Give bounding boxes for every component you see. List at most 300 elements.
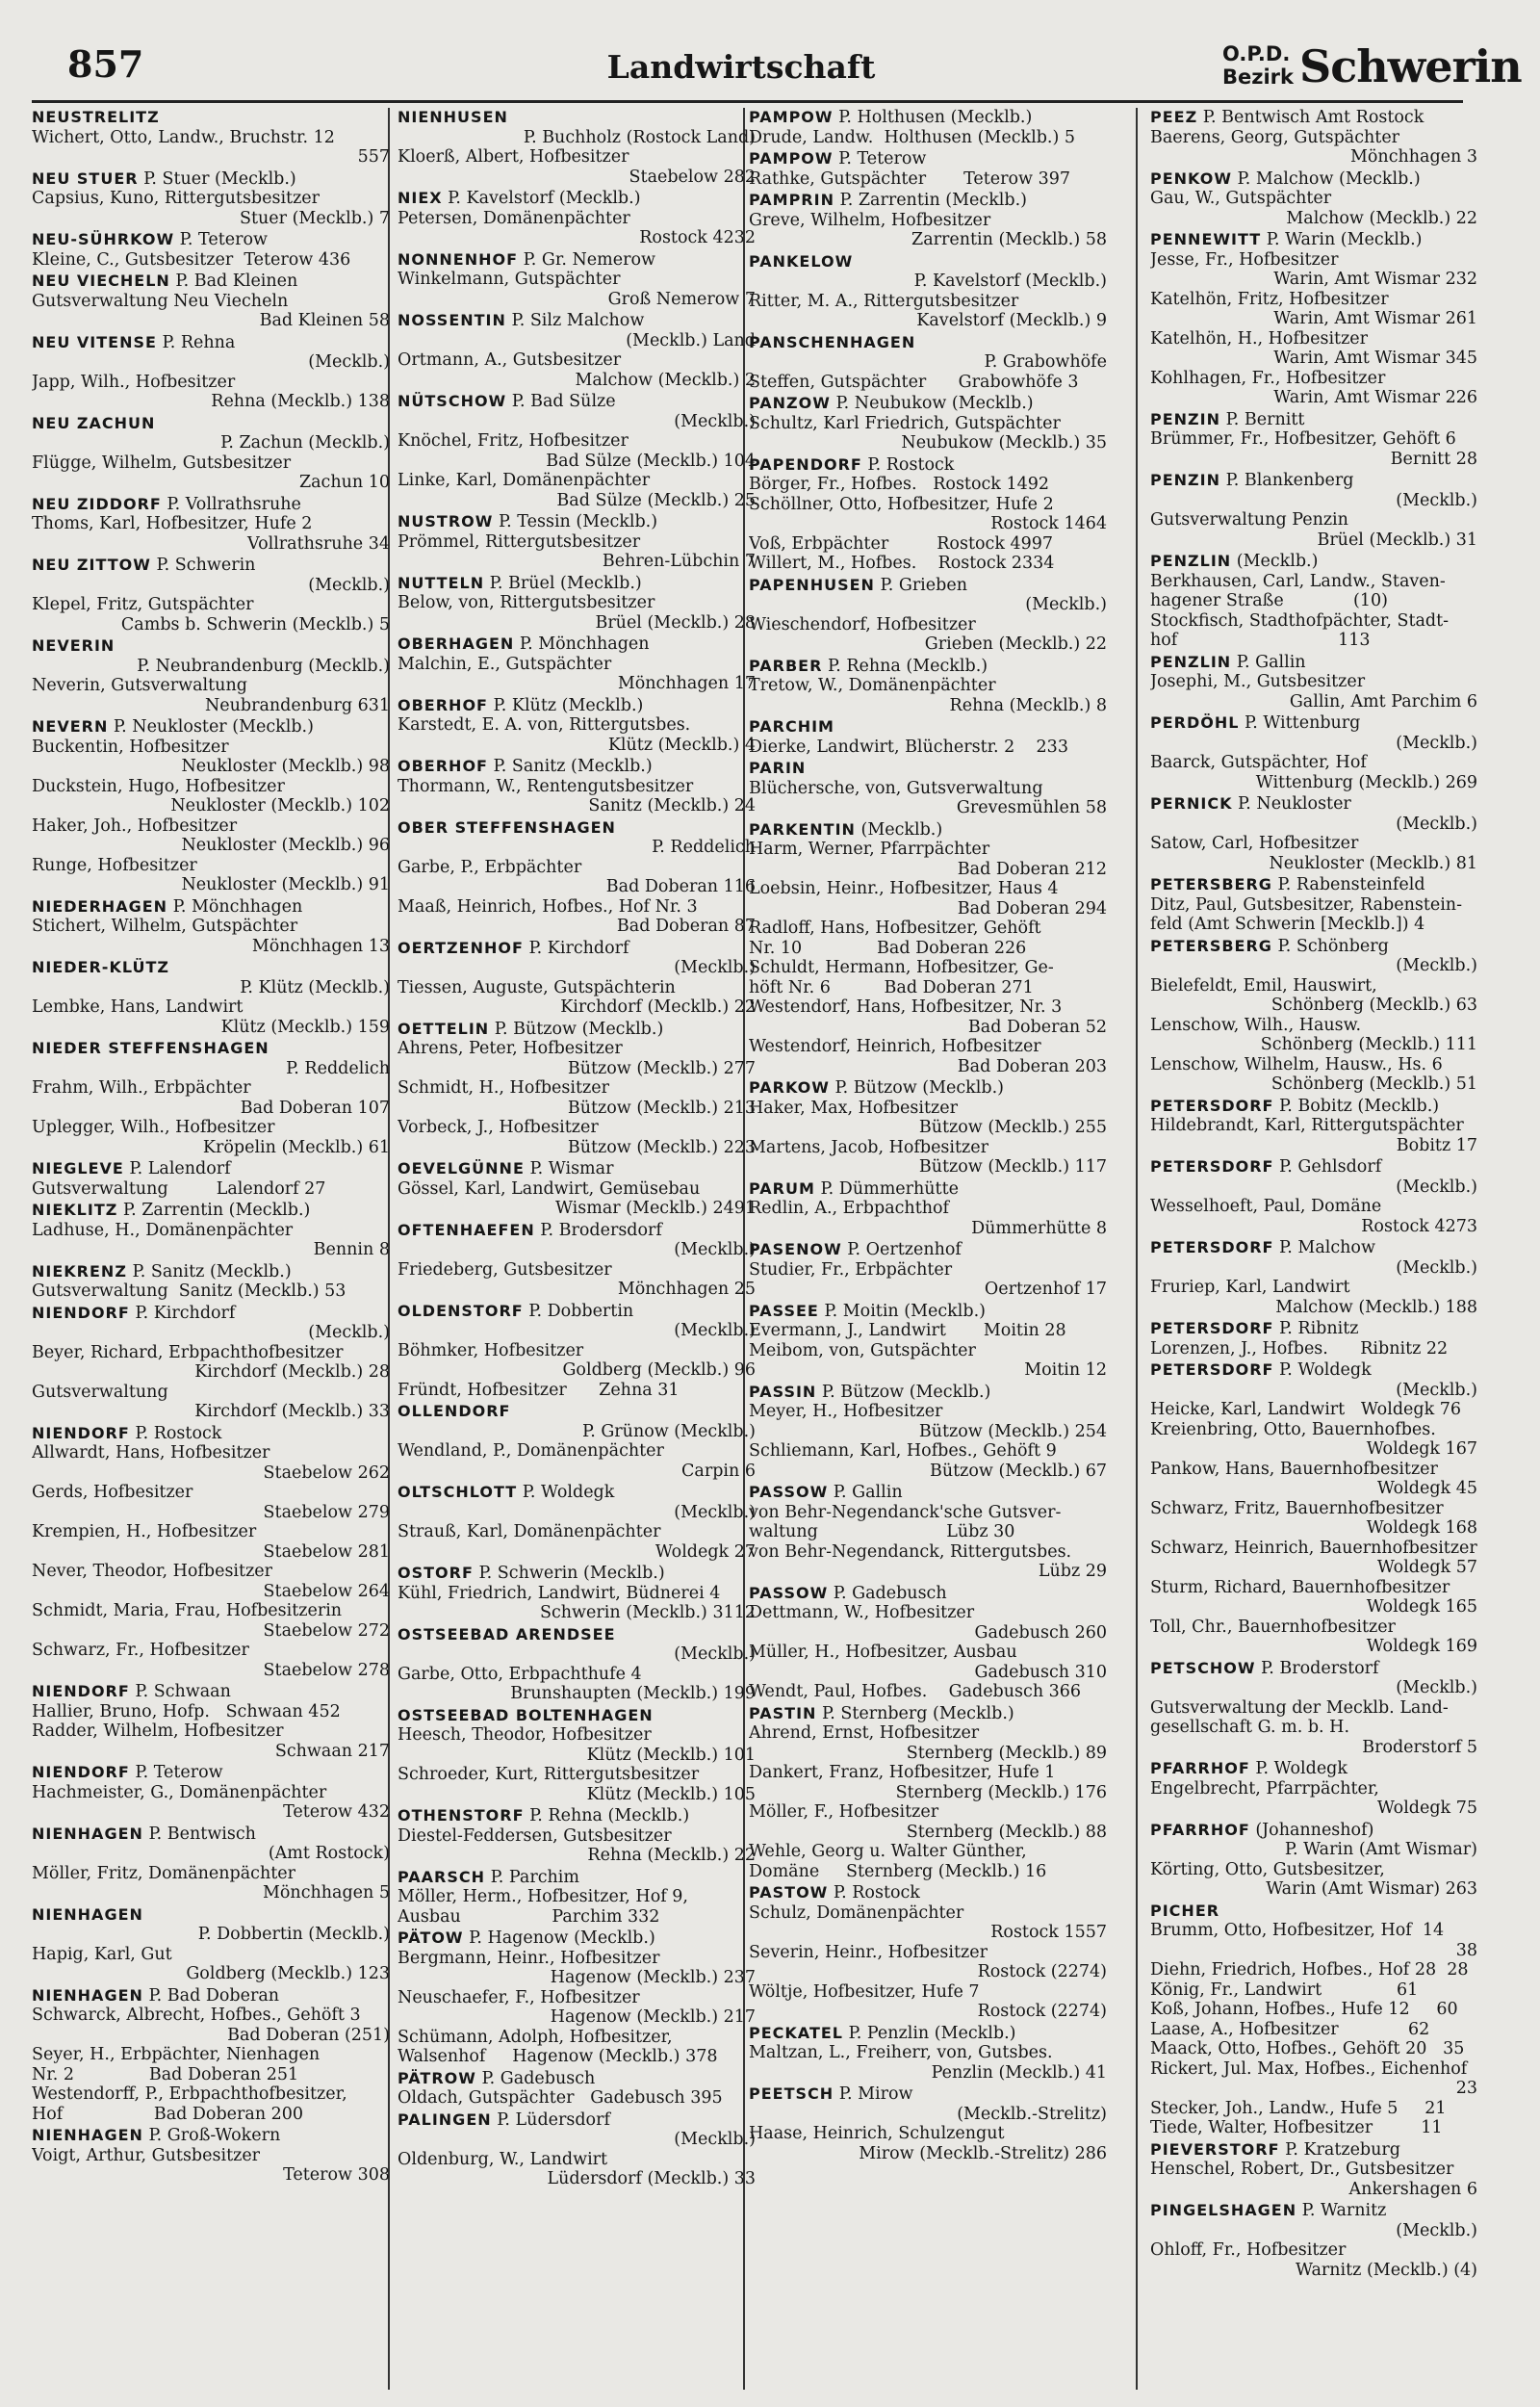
place-name: NEVERN (32, 717, 109, 736)
entry-line: Bennin 8 (313, 1240, 390, 1259)
entry-line: 38 (1455, 1940, 1477, 1960)
entry-line: Stichert, Wilhelm, Gutspächter (32, 917, 298, 936)
place-name: PETERSBERG (1150, 936, 1272, 955)
post-office: P. Brodersdorf (534, 1220, 662, 1240)
entry-line: Buckentin, Hofbesitzer (32, 737, 229, 757)
entry-heading (1150, 794, 1477, 815)
entry-heading (749, 1383, 1107, 1403)
directory-entry (749, 2084, 1107, 2163)
entry-line: Bad Doberan (251) (227, 2025, 390, 2045)
directory-entry (32, 556, 390, 634)
place-name: NIEX (398, 189, 443, 207)
entry-line: Mönchhagen 13 (251, 936, 390, 956)
entry-line: Ritter, M. A., Rittergutsbesitzer (749, 291, 1019, 311)
post-office: P. Blankenberg (1220, 471, 1354, 490)
entry-line: Kavelstorf (Mecklb.) 9 (916, 311, 1107, 330)
entry-line: Cambs b. Schwerin (Mecklb.) 5 (120, 614, 390, 634)
post-office: P. Rehna (Mecklb.) (524, 1806, 690, 1825)
entry-line: Wendt, Paul, Hofbes. Gadebusch 366 (749, 1682, 1082, 1701)
entry-line: Woldegk 75 (1376, 1799, 1477, 1818)
entry-line: von Behr-Negendanck, Rittergutsbes. (749, 1541, 1072, 1562)
entry-line: Lenschow, Wilh., Hausw. (1150, 1015, 1362, 1035)
post-office: P. Bützow (Mecklb.) (829, 1078, 1004, 1098)
entry-line: Koß, Johann, Hofbes., Hufe 12 60 (1150, 2000, 1458, 2019)
entry-line: Staebelow 262 (263, 1462, 390, 1483)
entry-line: Radloff, Hans, Hofbesitzer, Gehöft (749, 919, 1041, 938)
post-office: P. Mönchhagen (167, 896, 303, 917)
directory-entry (1150, 794, 1477, 873)
entry-line: Lüdersdorf (Mecklb.) 33 (547, 2169, 756, 2188)
place-name: OEVELGÜNNE (398, 1159, 525, 1178)
entry-line: Hildebrandt, Karl, Rittergutspächter (1150, 1116, 1464, 1135)
entry-heading (1150, 937, 1477, 957)
entry-line: Neuschaefer, F., Hofbesitzer (398, 1987, 640, 2007)
place-name: NUSTROW (398, 512, 494, 531)
directory-entry (398, 1402, 756, 1481)
place-name: PANZOW (749, 394, 831, 412)
entry-heading (749, 1483, 1107, 1503)
entry-line: Bernitt 28 (1390, 449, 1477, 469)
entry-heading (398, 1868, 756, 1888)
entry-line: Neukloster (Mecklb.) 98 (181, 757, 390, 776)
entry-line: Gerds, Hofbesitzer (32, 1483, 193, 1502)
entry-line: Grevesmühlen 58 (956, 798, 1107, 817)
entry-line: Dankert, Franz, Hofbesitzer, Hufe 1 (749, 1763, 1056, 1782)
entry-line: Sternberg (Mecklb.) 89 (906, 1743, 1107, 1763)
entry-line: Satow, Carl, Hofbesitzer (1150, 834, 1359, 853)
entry-line: Warin, Amt Wismar 232 (1273, 270, 1477, 289)
directory-entry (749, 455, 1107, 574)
entry-line: P. Kavelstorf (Mecklb.) (913, 272, 1107, 291)
entry-line: Schroeder, Kurt, Rittergutsbesitzer (398, 1765, 700, 1784)
directory-entry (32, 108, 390, 168)
entry-line: hof 113 (1150, 631, 1371, 650)
entry-heading (1150, 653, 1477, 673)
entry-heading (1150, 1238, 1477, 1258)
entry-line: Voigt, Arthur, Gutsbesitzer (32, 2145, 261, 2165)
post-office: P. Bentwisch Amt Rostock (1197, 108, 1424, 127)
entry-heading (398, 2069, 756, 2089)
entry-line: Warnitz (Mecklb.) (4) (1296, 2260, 1477, 2280)
post-office: P. Wittenburg (1239, 713, 1361, 733)
entry-heading (398, 1159, 756, 1179)
entry-line: Schönberg (Mecklb.) 111 (1260, 1035, 1477, 1054)
place-name: PETERSDORF (1150, 1360, 1274, 1379)
place-name: NIENHAGEN (32, 1824, 143, 1843)
entry-heading (1150, 410, 1477, 430)
entry-heading (749, 2084, 1107, 2105)
entry-line: Schümann, Adolph, Hofbesitzer, (398, 2027, 673, 2047)
entry-line: Schultz, Karl Friedrich, Gutspächter (749, 413, 1061, 433)
entry-line: Schmidt, H., Hofbesitzer (398, 1078, 609, 1098)
bezirk-text: Bezirk (1222, 65, 1294, 89)
entry-line: Schliemann, Karl, Hofbes., Gehöft 9 (749, 1441, 1057, 1461)
entry-heading (32, 108, 390, 128)
entry-line: Westendorff, P., Erbpachthofbesitzer, (32, 2084, 347, 2104)
entry-line: Diehn, Friedrich, Hofbes., Hof 28 28 (1150, 1960, 1469, 1980)
entry-line: Sanitz (Mecklb.) 24 (588, 796, 756, 815)
directory-entry (398, 1625, 756, 1704)
entry-line: Lenschow, Wilhelm, Hausw., Hs. 6 (1150, 1054, 1443, 1074)
entry-heading (1150, 108, 1477, 128)
directory-entry (1150, 1097, 1477, 1156)
post-office: P. Schwaan (129, 1682, 231, 1701)
directory-entry (1150, 1821, 1477, 1900)
entry-line: Linke, Karl, Domänenpächter (398, 471, 651, 490)
entry-line: Rostock 4273 (1361, 1216, 1477, 1236)
entry-line: Haker, Max, Hofbesitzer (749, 1098, 958, 1118)
entry-line: Kirchdorf (Mecklb.) 33 (194, 1402, 390, 1421)
entry-line: Grieben (Mecklb.) 22 (924, 634, 1107, 654)
opd-text: O.P.D. (1222, 42, 1291, 65)
place-name: PARBER (749, 656, 823, 675)
post-office: P. Sternberg (Mecklb.) (816, 1703, 1014, 1723)
entry-line: Schmidt, Maria, Frau, Hofbesitzerin (32, 1601, 343, 1620)
place-name: NEU VIECHELN (32, 272, 170, 290)
place-name: PASSOW (749, 1483, 829, 1501)
directory-entry (32, 897, 390, 957)
entry-line: Willert, M., Hofbes. Rostock 2334 (749, 554, 1055, 573)
column-1 (32, 108, 390, 2399)
entry-line: Drude, Landw. Holthusen (Mecklb.) 5 (749, 127, 1076, 147)
entry-heading (32, 495, 390, 515)
directory-entry (1150, 471, 1477, 550)
entry-line: Fruriep, Karl, Landwirt (1150, 1278, 1350, 1297)
place-name: OLTSCHLOTT (398, 1483, 518, 1501)
entry-line: Malchow (Mecklb.) 2 (575, 370, 756, 390)
header-rule (32, 100, 1463, 103)
entry-line: (Mecklb.-Strelitz) (957, 2104, 1107, 2124)
entry-heading (1150, 2201, 1477, 2221)
entry-heading (398, 1928, 756, 1949)
directory-entry (749, 1883, 1107, 2022)
entry-heading (398, 1625, 756, 1645)
entry-heading (398, 1706, 756, 1726)
directory-entry (749, 252, 1107, 331)
directory-entry (749, 576, 1107, 655)
post-office: P. Woldegk (1249, 1759, 1348, 1778)
directory-entry (398, 1806, 756, 1866)
directory-entry (749, 1584, 1107, 1702)
entry-heading (749, 1240, 1107, 1260)
entry-line: Oertzenhof 17 (984, 1280, 1107, 1299)
directory-entry (32, 495, 390, 555)
entry-line: Wichert, Otto, Landw., Bruchstr. 12 (32, 127, 335, 147)
directory-entry (32, 1304, 390, 1422)
entry-heading (398, 574, 756, 594)
entry-line: Martens, Jacob, Hofbesitzer (749, 1137, 988, 1157)
entry-line: (Mecklb.) (1025, 595, 1107, 614)
entry-line: (Mecklb.) (1396, 1257, 1477, 1278)
entry-heading (32, 1039, 390, 1059)
entry-line: Wieschendorf, Hofbesitzer (749, 614, 976, 634)
post-office: P. Bobitz (Mecklb.) (1273, 1096, 1440, 1116)
place-name: PETERSDORF (1150, 1096, 1274, 1115)
place-name: PÄTROW (398, 2068, 476, 2087)
place-name: NEU ZITTOW (32, 556, 151, 574)
directory-entry (398, 1020, 756, 1158)
place-name: PFARRHOF (1150, 1820, 1250, 1839)
page-title: Landwirtschaft (606, 48, 876, 86)
post-office: P. Penzlin (Mecklb.) (842, 2023, 1016, 2043)
entry-line: Lembke, Hans, Landwirt (32, 997, 244, 1017)
entry-line: Capsius, Kuno, Rittergutsbesitzer (32, 189, 321, 208)
directory-entry (32, 958, 390, 1037)
place-name: PECKATEL (749, 2023, 843, 2042)
entry-heading (398, 634, 756, 655)
entry-line: Severin, Heinr., Hofbesitzer (749, 1942, 988, 1962)
directory-entry (32, 333, 390, 412)
entry-line: Kleine, C., Gutsbesitzer Teterow 436 (32, 249, 351, 270)
entry-heading (749, 657, 1107, 677)
directory-entry (1150, 1238, 1477, 1317)
entry-line: (Mecklb.) (1396, 1380, 1477, 1400)
post-office: P. Teterow (129, 1763, 223, 1782)
entry-heading (1150, 1157, 1477, 1178)
entry-line: Rehna (Mecklb.) 8 (949, 695, 1107, 715)
directory-entry (1150, 2140, 1477, 2200)
entry-line: Thoms, Karl, Hofbesitzer, Hufe 2 (32, 514, 313, 533)
entry-line: Knöchel, Fritz, Hofbesitzer (398, 431, 629, 451)
post-office: P. Woldegk (1273, 1360, 1372, 1380)
directory-entry (398, 512, 756, 572)
entry-line: Karstedt, E. A. von, Rittergutsbes. (398, 715, 691, 735)
post-office: P. Parchim (485, 1867, 579, 1887)
entry-line: Rehna (Mecklb.) 22 (587, 1846, 756, 1865)
directory-entry (749, 1179, 1107, 1239)
entry-line: Bützow (Mecklb.) 254 (918, 1421, 1107, 1441)
entry-heading (749, 108, 1107, 128)
page-number: 857 (67, 42, 144, 86)
entry-line: Duckstein, Hugo, Hofbesitzer (32, 776, 285, 796)
entry-line: (Mecklb.) (308, 1323, 390, 1342)
place-name: PARCHIM (749, 717, 834, 736)
directory-entry (32, 1763, 390, 1823)
post-office: P. Rabensteinfeld (1271, 875, 1425, 894)
entry-heading (32, 333, 390, 353)
entry-heading (398, 512, 756, 532)
column-3 (749, 108, 1107, 2399)
place-name: PÄTOW (398, 1928, 464, 1947)
entry-line: Baarck, Gutspächter, Hof (1150, 753, 1367, 772)
entry-line: Gutsverwaltung der Mecklb. Land- (1150, 1697, 1449, 1718)
place-name: PASTOW (749, 1883, 829, 1902)
entry-line: waltung Lübz 30 (749, 1522, 1015, 1541)
entry-line: Nr. 10 Bad Doberan 226 (749, 938, 1027, 958)
entry-line: (Mecklb.) (674, 1321, 756, 1340)
entry-line: Japp, Wilh., Hofbesitzer (32, 372, 236, 392)
entry-heading (1150, 471, 1477, 491)
place-name: PENZIN (1150, 409, 1220, 428)
entry-line: Klütz (Mecklb.) 4 (607, 735, 756, 755)
directory-entry (32, 1986, 390, 2125)
place-name: PAPENHUSEN (749, 575, 875, 594)
post-office: P. Rostock (129, 1423, 222, 1443)
entry-line: Toll, Chr., Bauernhofbesitzer (1150, 1617, 1396, 1637)
post-office: P. Rehna (Mecklb.) (822, 656, 988, 676)
entry-line: Voß, Erbpächter Rostock 4997 (749, 533, 1054, 554)
entry-line: Staebelow 281 (263, 1541, 390, 1562)
entry-line: von Behr-Negendanck'sche Gutsver- (749, 1502, 1062, 1522)
place-name: PAMPRIN (749, 191, 834, 209)
entry-line: Kühl, Friedrich, Landwirt, Büdnerei 4 (398, 1583, 721, 1603)
entry-heading (749, 2024, 1107, 2044)
entry-heading (398, 757, 756, 777)
entry-line: Gau, W., Gutspächter (1150, 189, 1332, 208)
place-name: NEU ZIDDORF (32, 494, 162, 513)
post-office: (Mecklb.) (1231, 552, 1319, 571)
entry-heading (398, 250, 756, 271)
entry-line: Bad Sülze (Mecklb.) 104 (546, 451, 756, 471)
entry-line: Bützow (Mecklb.) 67 (930, 1461, 1107, 1481)
entry-line: Ditz, Paul, Gutsbesitzer, Rabenstein- (1150, 894, 1462, 915)
entry-line: Katelhön, H., Hofbesitzer (1150, 328, 1369, 349)
entry-line: Woldegk 165 (1366, 1597, 1477, 1617)
entry-line: (Mecklb.) (308, 352, 390, 372)
entry-line: Meyer, H., Hofbesitzer (749, 1402, 943, 1421)
entry-line: Möller, Fritz, Domänenpächter (32, 1863, 296, 1883)
entry-line: Redlin, A., Erbpachthof (749, 1199, 950, 1218)
entry-line: Rehna (Mecklb.) 138 (211, 392, 390, 411)
entry-line: P. Grabowhöfe (984, 352, 1107, 372)
place-name: NEU STUER (32, 168, 139, 188)
entry-line: Gadebusch 260 (974, 1622, 1107, 1643)
entry-line: Staebelow 272 (263, 1620, 390, 1641)
directory-entry (1150, 875, 1477, 935)
directory-entry (1150, 169, 1477, 229)
entry-line: Malchow (Mecklb.) 22 (1286, 208, 1477, 228)
entry-heading (32, 1682, 390, 1702)
post-office: P. Hagenow (Mecklb.) (463, 1928, 655, 1948)
page-header (0, 39, 1540, 96)
entry-line: Rostock 1464 (990, 514, 1107, 533)
post-office: P. Dobbertin (523, 1301, 634, 1321)
entry-line: Woldegk 169 (1366, 1637, 1477, 1656)
post-office: P. Bad Kleinen (169, 272, 298, 291)
entry-line: Bützow (Mecklb.) 223 (567, 1137, 756, 1157)
directory-entry (398, 1302, 756, 1401)
entry-line: Ahrend, Ernst, Hofbesitzer (749, 1723, 980, 1743)
place-name: PIEVERSTORF (1150, 2139, 1280, 2159)
directory-entry (749, 2024, 1107, 2083)
post-office: P. Schönberg (1271, 936, 1389, 956)
entry-line: Brüel (Mecklb.) 31 (1317, 530, 1477, 550)
place-name: PENKOW (1150, 168, 1232, 188)
entry-line: Bützow (Mecklb.) 277 (567, 1058, 756, 1078)
entry-line: Bützow (Mecklb.) 255 (918, 1118, 1107, 1137)
directory-entry (32, 272, 390, 331)
place-name: PAMPOW (749, 149, 834, 168)
entry-heading (1150, 169, 1477, 190)
entry-heading (749, 333, 1107, 353)
entry-line: P. Zachun (Mecklb.) (220, 433, 390, 453)
entry-line: Friedeberg, Gutsbesitzer (398, 1259, 612, 1280)
entry-line: P. Neubrandenburg (Mecklb.) (137, 656, 390, 676)
entry-line: Bad Doberan 107 (240, 1098, 390, 1118)
entry-line: Greve, Wilhelm, Hofbesitzer (749, 210, 991, 230)
place-name: PENZLIN (1150, 652, 1232, 671)
entry-line: Ausbau Parchim 332 (398, 1906, 660, 1927)
post-office: P. Oertzenhof (841, 1240, 962, 1259)
entry-line: Radder, Wilhelm, Hofbesitzer (32, 1721, 284, 1741)
entry-line: Schönberg (Mecklb.) 51 (1270, 1074, 1477, 1094)
entry-heading (749, 717, 1107, 738)
place-name: OBERHOF (398, 695, 488, 714)
entry-line: Vorbeck, J., Hofbesitzer (398, 1118, 599, 1137)
post-office: P. Ribnitz (1273, 1319, 1359, 1338)
entry-line: Mönchhagen 17 (617, 674, 756, 693)
entry-line: Maltzan, L., Freiherr, von, Gutsbes. (749, 2043, 1053, 2062)
entry-line: Sternberg (Mecklb.) 88 (906, 1822, 1107, 1842)
entry-line: Bobitz 17 (1396, 1135, 1477, 1155)
directory-entry (32, 1039, 390, 1157)
post-office: P. Brüel (Mecklb.) (484, 573, 642, 593)
column-4 (1150, 108, 1477, 2399)
entry-line: Klütz (Mecklb.) 159 (220, 1017, 390, 1037)
place-name: OSTSEEBAD BOLTENHAGEN (398, 1705, 654, 1724)
post-office: P. Lüdersdorf (491, 2109, 610, 2130)
entry-line: (Mecklb.) (1396, 490, 1477, 510)
post-office: P. Wismar (524, 1159, 614, 1178)
entry-heading (32, 1262, 390, 1282)
place-name: PFARRHOF (1150, 1759, 1250, 1777)
directory-entry (32, 1905, 390, 1984)
entry-heading (32, 717, 390, 738)
place-name: OTHENSTORF (398, 1806, 525, 1825)
entry-line: Ahrens, Peter, Hofbesitzer (398, 1039, 623, 1058)
directory-entry (398, 574, 756, 634)
entry-line: Hachmeister, G., Domänenpächter (32, 1782, 327, 1802)
entry-line: P. Dobbertin (Mecklb.) (197, 1925, 390, 1944)
entry-line: Bad Doberan 203 (957, 1056, 1107, 1076)
entry-line: Dierke, Landwirt, Blücherstr. 2 233 (749, 737, 1068, 757)
place-name: PANKELOW (749, 251, 854, 271)
directory-entry (1150, 2201, 1477, 2280)
place-name: NIENDORF (32, 1682, 130, 1700)
entry-line: Stecker, Joh., Landw., Hufe 5 21 (1150, 2098, 1447, 2118)
post-office: P. Schwerin (Mecklb.) (473, 1564, 665, 1583)
entry-heading (749, 394, 1107, 414)
place-name: PAPENDORF (749, 454, 862, 474)
entry-line: Seyer, H., Erbpächter, Nienhagen (32, 2045, 321, 2064)
place-name: PETSCHOW (1150, 1658, 1256, 1677)
entry-line: (Amt Rostock) (268, 1844, 390, 1863)
place-name: PASSEE (749, 1301, 819, 1320)
post-office: P. Klütz (Mecklb.) (487, 695, 644, 715)
entry-line: König, Fr., Landwirt 61 (1150, 1980, 1419, 2000)
entry-line: Woldegk 167 (1366, 1439, 1477, 1459)
place-name: NOSSENTIN (398, 311, 506, 329)
entry-line: Petersen, Domänenpächter (398, 208, 630, 228)
entry-heading (32, 1424, 390, 1444)
entry-line: Goldberg (Mecklb.) 96 (562, 1360, 756, 1380)
entry-heading (749, 759, 1107, 779)
directory-entry (1150, 937, 1477, 1095)
directory-entry (749, 1383, 1107, 1482)
place-name: PASENOW (749, 1240, 842, 1258)
entry-line: Möller, F., Hofbesitzer (749, 1802, 939, 1822)
entry-line: Westendorf, Hans, Hofbesitzer, Nr. 3 (749, 997, 1063, 1017)
directory-entry (398, 189, 756, 248)
post-office: P. Vollrathsruhe (161, 494, 301, 514)
directory-entry (749, 717, 1107, 757)
entry-heading (398, 1564, 756, 1584)
entry-line: Broderstorf 5 (1362, 1737, 1477, 1757)
place-name: NIEKRENZ (32, 1261, 127, 1281)
directory-entry (749, 759, 1107, 818)
entry-line: Gadebusch 310 (974, 1662, 1107, 1682)
directory-entry (1150, 653, 1477, 712)
